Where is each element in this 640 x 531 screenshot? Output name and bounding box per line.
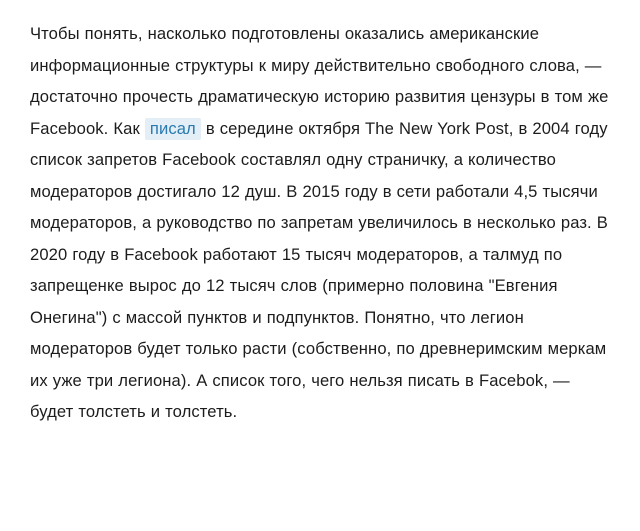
inline-source-link[interactable]: писал	[145, 118, 201, 140]
paragraph-text-before-link: Чтобы понять, насколько подготовлены оказались американские информационные структуры к миру действительно свободного слова, — достаточно прочесть драматическую историю развития цензуры в том же Facebook. Как	[30, 24, 609, 138]
article-paragraph	[30, 18, 610, 428]
paragraph-text-after-link: в середине октября The New York Post, в 2004 году список запретов Facebook составлял одну страничку, а количество модераторов достигало 12 душ. В 2015 году в сети работали 4,5 тысячи модераторов, а руководство по запретам увеличилось в несколько раз. В 2020 году в Facebook работают 15 тысяч модераторов, а талмуд по запрещенке вырос до 12 тысяч слов (примерно половина "Евгения Онегина") с массой пунктов и подпунктов. Понятно, что легион модераторов будет только расти (собственно, по древнеримским меркам их уже три легиона). А список того, чего нельзя писать в Facebok, — будет толстеть и толстеть.	[30, 118, 608, 421]
